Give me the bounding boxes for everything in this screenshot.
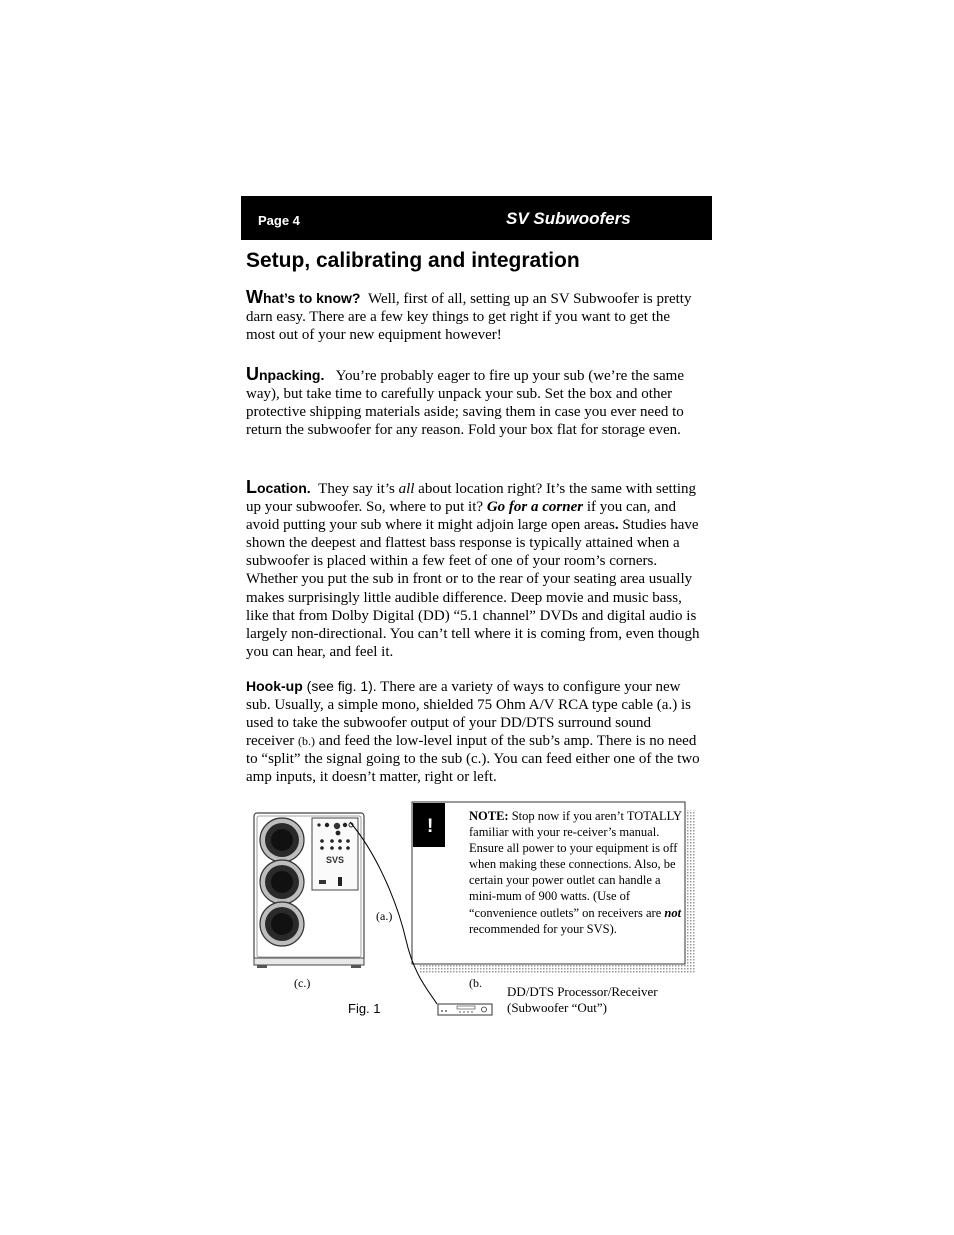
section-lead: hat’s to know? [263, 290, 361, 306]
note-label: NOTE: [469, 809, 509, 823]
section-lead: (see fig. 1). [302, 678, 377, 694]
emphasis-text: Go for a corner [486, 499, 584, 516]
page-title: Setup, calibrating and integration [246, 249, 580, 272]
section-text: . [614, 517, 619, 534]
section-text: You’re probably eager to fire up your sub (we’re the same way), but take time to carefully unpack your sub. Set the box and other protective shipping materials aside; saving them in case you ever need to return the subwoofer for any reason. Fold your box flat for storage even. [246, 368, 684, 439]
drop-cap: W [246, 287, 263, 307]
section-text: Studies have shown the deepest and flattest bass response is typically attained when a subwoofer is placed within a few feet of one of your room’s corners. Whether you put the sub in front or to the rear of your seating area usually makes surprisingly little audible difference. Deep movie and music bass, like that from Dolby Digital (DD) “5.1 channel” DVDs and digital audio is largely non-directional. You can’t tell where it is coming from, even though you can hear, and feel it. [246, 517, 700, 660]
label-a: (a.) [376, 909, 393, 923]
svs-logo: SVS [325, 855, 345, 865]
label-c: (c.) [294, 976, 311, 990]
section-text: about location right? It’s the same with setting up your subwoofer. So, where to put it? [246, 481, 697, 516]
section-text: There are a variety of ways to configure your new sub. Usually, a simple mono, shielded 75 Ohm A/V RCA type cable (a.) is used to take the subwoofer output of your DD/DTS surround sound receiver [246, 679, 691, 750]
figure-caption: Fig. 1 [348, 1001, 381, 1016]
note-body: Stop now if you aren’t TOTALLY familiar with your re-ceiver’s manual. Ensure all power to your equipment is off when making these connections. Also, be certain your power outlet can handle a mini-mum of 900 watts. (Use of “convenience outlets” on receivers are [469, 809, 682, 920]
receiver-label-line: DD/DTS Processor/Receiver [507, 984, 658, 999]
label-b: (b. [469, 976, 482, 990]
woofer-driver-middle [260, 860, 304, 904]
receiver-illustration [438, 1004, 492, 1015]
exclamation-icon: ! [427, 816, 434, 837]
woofer-driver-top [260, 818, 304, 862]
drop-cap: U [246, 364, 259, 384]
drop-cap: L [246, 477, 257, 497]
section-lead: ocation. [257, 480, 311, 496]
section-text: (b.) [298, 734, 316, 749]
section-lead: npacking. [259, 367, 325, 383]
section-text: They say it’s [318, 481, 399, 497]
note-body: recommended for your SVS). [469, 921, 617, 936]
section-text: and feed the low-level input of the sub’s amp. There is no need to “split” the signal going to the sub (c.). You can feed either one of the two amp inputs, it doesn’t matter, right or left. [246, 733, 700, 786]
section-text: Well, first of all, setting up an SV Subwoofer is pretty darn easy. There are a few key things to get right if you want to get the most out of your new equipment however! [246, 291, 692, 344]
section-location [246, 478, 702, 661]
subwoofer-illustration [254, 813, 364, 968]
emphasis-text: all [398, 481, 415, 497]
note-text [469, 808, 684, 937]
amp-panel [312, 818, 358, 890]
section-hookup [246, 677, 702, 787]
note-emphasis: not [664, 905, 682, 920]
section-text: if you can, and avoid putting your sub where it might adjoin large open areas [246, 499, 676, 534]
receiver-label [507, 984, 658, 1016]
woofer-driver-bottom [260, 902, 304, 946]
page-number: Page 4 [258, 213, 300, 228]
header-bar [241, 196, 712, 240]
section-whats-to-know [246, 288, 702, 344]
section-unpacking [246, 365, 702, 439]
section-lead: Hook-up [246, 678, 303, 694]
receiver-label-line: (Subwoofer “Out”) [507, 1000, 607, 1015]
header-title: SV Subwoofers [506, 209, 631, 228]
